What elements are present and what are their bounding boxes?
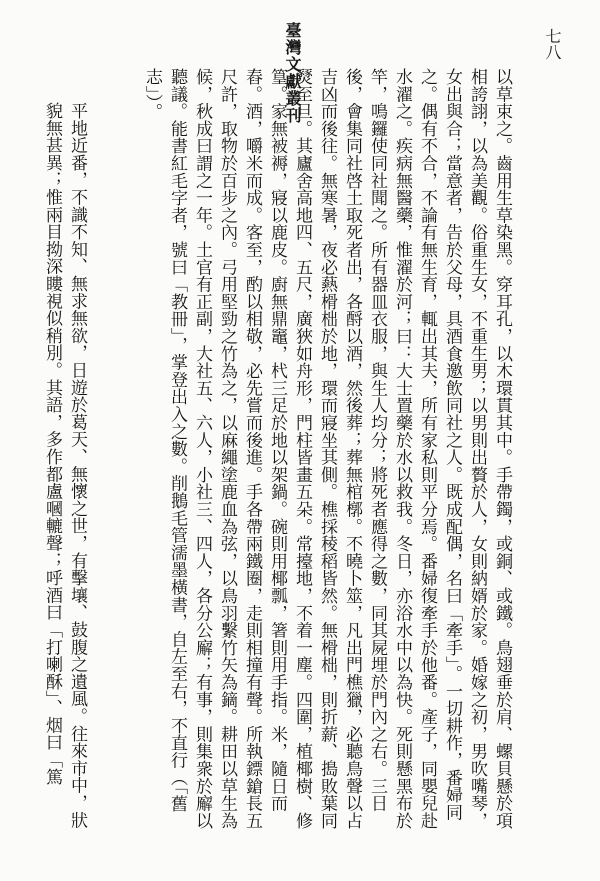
page-number: 七八 [543,28,562,60]
series-title: 臺灣文獻叢刊 [283,22,302,124]
paragraph: 平地近番，不識不知、無求無欲，日遊於葛天、無懷之世，有擊壤、鼓腹之遺風。往來市中，狀貌無甚異；惟兩目拗深瞜視似稍別。其語，多作都盧嘓轆聲；呼酒曰「打喇酥」、烟曰「篤 [42,102,87,829]
paragraph: 以草束之。齒用生草染黑。穿耳孔，以木環貫其中。手帶鐲，或銅、或鐵。鳥翅垂於肩、螺貝懸於項相誇詡，以為美觀。俗重生女，不重生男；以男則出贅於人，女則納婿於家。婚嫁之初，男吹嘴琴，女出與合；當意者，告於父母，具酒食邀飲同社之人。既成配偶，名曰「牽手」。一切耕作，番婦同之。偶有不合，不論有無生育，輒出其夫，所有家私則平分焉。番婦復牽手於他番。產子，同嬰兒赴水濯之。疾病無醫藥，惟濯於河；曰：大士置藥於水以救我。冬日，亦浴水中以為快。死則懸黑布於竿，鳴鑼使同社聞之。所有器皿衣服，與生人均分；將死者應得之數，同其屍埋於門內之右。三日後，會集同社啓土取死者出，各酹以酒，然後葬；葬無棺槨。不曉卜筮，凡出門樵獵，必聽鳥聲以占吉凶而後往。無寒暑，夜必爇榾柮於地，環而寢坐其側。樵採稜稻皆然。無榾柮，則折薪、搗敗葉同燹至旦。其廬舍高地四、五尺，廣狹如舟形，門柱皆畫五朵。常擡地，不着一塵。四圍，植椰樹、修篁。家無被褥，寢以鹿皮。廚無鼎竈，杙三足於地以架鍋。碗則用椰瓢，箸則用手指。米，隨日而舂。酒，嚼米而成。客至，酌以相敬，必先嘗而後進。手各帶兩鐵圈，走則相撞有聲。所執鏢鎗長五尺許，取物於百步之內。弓用堅勁之竹為之，以麻繩塗鹿血為弦，以鳥羽繫竹矢為鏑。耕田以草生為候，秋成曰謂之一年。土官有正副，大社五、六人，小社三、四人，各分公廨；有事，則集衆於廨以聽議。能書紅毛字者，號曰「教冊」，掌登出入之數。削鵝毛管濡墨橫書，自左至右，不直行（「舊志」）。 [142,68,512,830]
body-text [34,68,564,838]
